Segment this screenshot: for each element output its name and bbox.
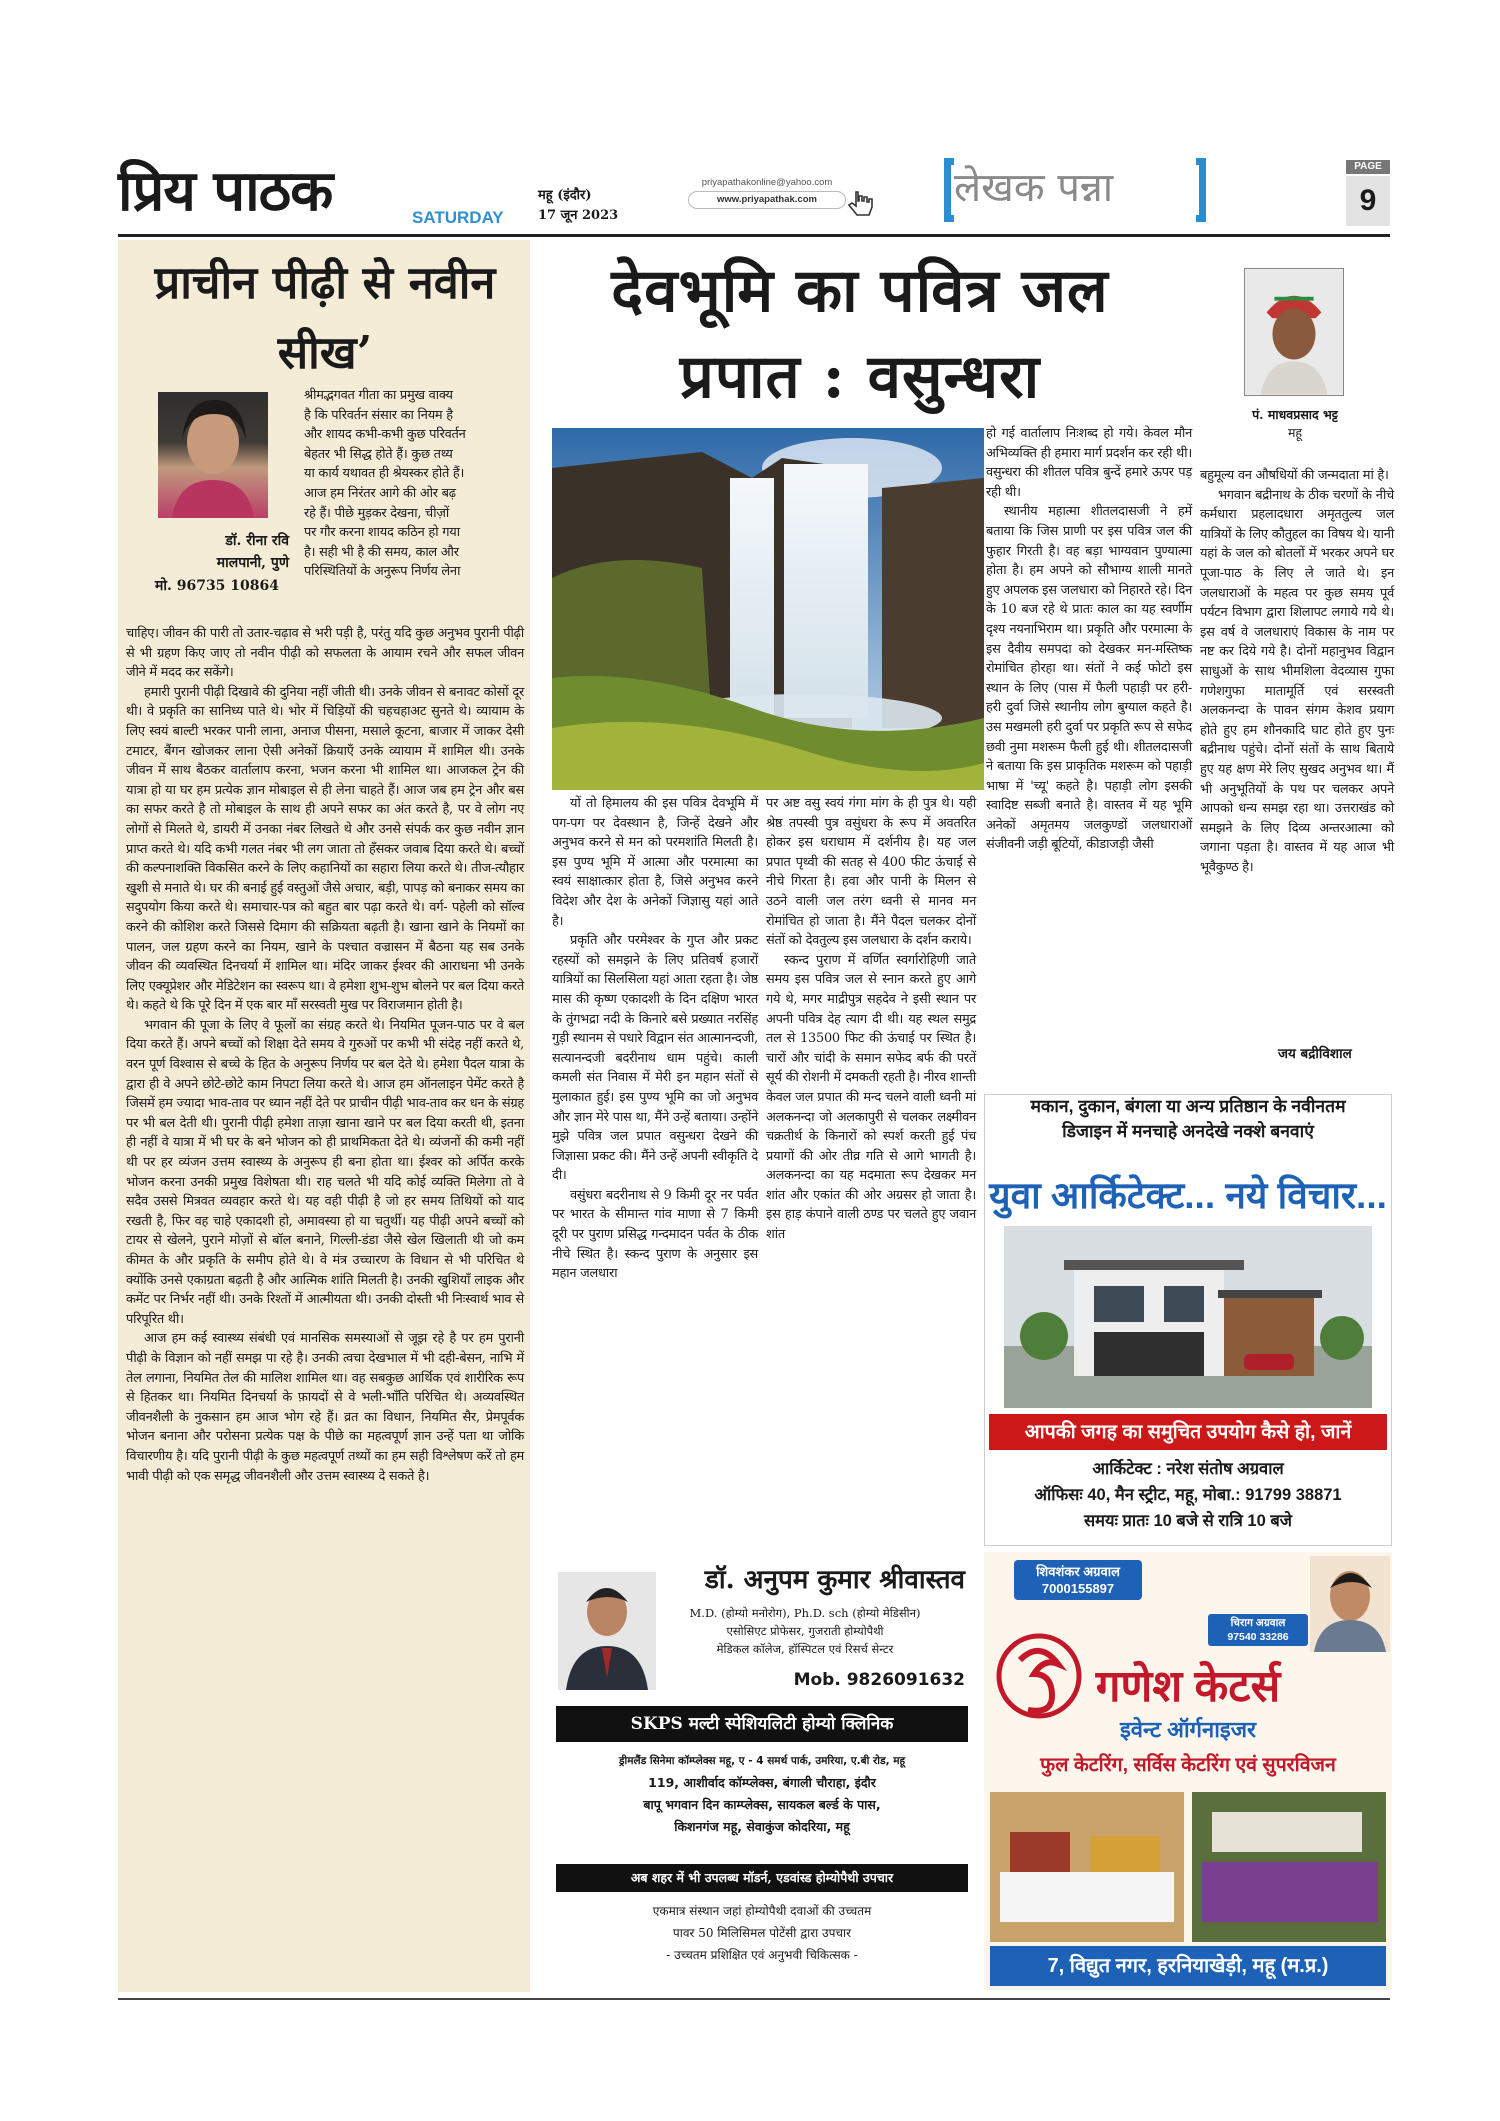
main-article-col-3 <box>986 424 1192 855</box>
intro-line: आज हम निरंतर आगे की ओर बढ़ <box>304 485 456 501</box>
masthead-divider <box>118 234 1390 237</box>
article-paragraph: पर अष्ट वसु स्वयं गंगा मांग के ही पुत्र थे। यही श्रेष्ठ तपस्वी पुत्र वसुंधरा के रूप में अवतरित होकर इस धराधाम में दर्शनीय है। यह जल प्रपात पृथ्वी की सतह से 400 फीट ऊंचाई से नीचे गिरता है। हवा और पानी के मिलन से उठने वाली जल तरंग ध्वनी से मानव मन रोमांचित हो जाता है। मैंने पैदल चलकर दोनों संतों को देवतुल्य इस जलधारा के दर्शन कराये। <box>766 796 976 949</box>
page-number: 9 <box>1346 176 1390 226</box>
caterer-contact-phone[interactable]: 7000155897 <box>1041 1581 1115 1596</box>
caterer-owner-photo <box>1310 1556 1390 1652</box>
caterer-sub-phone[interactable]: 97540 33286 <box>1227 1631 1289 1643</box>
architect-ad-line2: डिजाइन में मनचाहे अनदेखे नक्शे बनवाएं <box>1062 1121 1314 1141</box>
left-article-intro <box>304 386 524 582</box>
clinic-address: किशनगंज महू, सेवाकुंज कोदरिया, महू <box>674 1819 850 1834</box>
caterer-address: 7, विद्युत नगर, हरनियाखेड़ी, महू (म.प्र.) <box>990 1946 1386 1986</box>
pointer-hand-icon <box>846 190 876 222</box>
author-byline-bhatt <box>1200 406 1390 442</box>
clinic-addresses <box>556 1750 968 1838</box>
doctor-post: एसोसिएट प्रोफेसर, गुजराती होम्योपैथी <box>726 1624 884 1638</box>
architect-timing: समयः प्रातः 10 बजे से रात्रि 10 बजे <box>1083 1512 1292 1530</box>
masthead-website[interactable]: www.priyapathak.com <box>688 191 846 209</box>
author-phone-rena: मो. 96735 10864 <box>154 578 280 594</box>
masthead-location: महू (इंदौर) <box>538 188 592 203</box>
intro-line: या कार्य यथावत ही श्रेयस्कर होते हैं। <box>304 466 465 482</box>
main-article-col-2 <box>766 794 976 1245</box>
catering-photos <box>990 1792 1386 1942</box>
clinic-footer-line: पावर 50 मिलिसिमल पोटेंसी द्वारा उपचार <box>672 1926 852 1940</box>
caterer-contact <box>1014 1560 1142 1600</box>
author-name-bhatt: पं. माधवप्रसाद भट्ट <box>1252 407 1338 422</box>
author-place-bhatt: महू <box>1287 425 1303 440</box>
clinic-footer-line: - उच्चतम प्रशिक्षित एवं अनुभवी चिकित्सक - <box>666 1948 858 1962</box>
architect-ad-banner: आपकी जगह का समुचित उपयोग कैसे हो, जानें <box>989 1414 1387 1450</box>
doctor-mobile[interactable]: Mob. 9826091632 <box>793 1670 965 1690</box>
article-paragraph: प्रकृति और परमेश्वर के गुप्त और प्रकट रहस्यों को समझने के लिए प्रतिवर्ष हजारों यात्रियों का सिलसिला यहां आता रहता है। जेष्ठ मास की कृष्ण एकादशी के दिन दक्षिण भारत के तुंगभद्रा नदी के किनारे बसे प्रख्यात नरसिंह गुड़ी स्थानम से पधारे विद्वान संत आत्मानन्दजी, सत्यानन्दजी बदरीनाथ धाम पहुंचे। काली कमली संत निवास में मेरी इन महान संतों से मुलाकात हुई। इस पुण्य भूमि का जो अनुभव और ज्ञान मेरे पास था, मैंने उन्हें बताया। उन्होंने मुझे पवित्र जल प्रपात वसुन्धरा देखने की जिज्ञासा प्रकट की। मैंने उन्हें अपनी स्वीकृति दे दी। <box>552 933 758 1184</box>
intro-line: बेहतर भी सिद्ध होते हैं। कुछ तथ्य <box>304 446 453 462</box>
article-paragraph: वसुंधरा बदरीनाथ से 9 किमी दूर नर पर्वत पर भारत के सीमान्त गांव माणा से 7 किमी दूरी पर पुराण प्रसिद्ध गन्दमादन पर्वत के ठीक नीचे स्थित है। स्कन्द पुराण के अनुसार इस महान जलधारा <box>552 1187 758 1282</box>
article-paragraph: हमारी पुरानी पीढ़ी दिखावे की दुनिया नहीं जीती थी। उनके जीवन से बनावट कोसों दूर थी। वे प्रकृति का सानिध्य पाते थे। भोर में चिड़ियों की चहचहाअट सुनते थे। व्यायाम के लिए स्वयं बाल्टी भरकर पानी लाना, अनाज पीसना, मसाले कूटना, बाजार में जाकर देसी टमाटर, बैंगन खोजकर लाना ऐसी अनेकों क्रियाएँ उनके व्यायाम में शामिल थी। उनके जीवन में साथ बैठकर वार्तालाप करना, भजन करना भी शामिल था। आजकल ट्रेन की यात्रा हो या घर हम प्रत्येक ज्ञान मोबाइल से ही लेना चाहते हैं। आज जब हम ट्रेन और बस का सफर करते है तो मोबाइल के साथ ही अपने सफर का अंत करते है, पर वे लोग नए लोगों से मिलते थे, डायरी में उनका नंबर लिखते थे और उनसे संपर्क कर कुछ नवीन ज्ञान प्राप्त करते थे। यदि कभी गलत नंबर भी लग जाता तो हँसकर जवाब दिया करते थे। बच्चों की कल्पनाशक्ति विकसित करने के लिए कहानियों का सहारा लिया करते थे। तीज-त्यौहार खुशी से मनाते थे। घर की बनाई हुई वस्तुओं जैसे अचार, बड़ी, पापड़ को बनाकर समय का सदुपयोग किया करते थे। समाचार-पत्र को बहुत बार पढ़ा करते थे। वर्ग- पहेली को सॉल्व करने की कोशिश करते जिससे दिमाग की सक्रियता बढ़ती है। खाना खाने के नियमों का पालन, जल ग्रहण करने का नियम, खाने के पश्चात वज्रासन में बैठना यह सब उनके जीवन की व्यवस्थित दिनचर्या में शामिल था। मंदिर जाकर ईश्वर की आराधना भी उनके लिए एक्यूप्रेशर और मेडिटेशन का स्वरूप था। वे हमेशा शुभ-शुभ बोलने पर बल दिया करते थे। कहते थे कि पूरे दिन में एक बार माँ सरस्वती मुख पर विराजमान होती है। <box>126 684 524 1014</box>
left-article-body <box>126 624 524 1486</box>
section-bracket-left <box>944 158 954 222</box>
waterfall-photo <box>552 428 984 790</box>
caterer-sub-contact <box>1208 1614 1308 1646</box>
article-paragraph: आज हम कई स्वास्थ्य संबंधी एवं मानसिक समस्याओं से जूझ रहे है पर हम पुरानी पीढ़ी के विज्ञान को नहीं समझ पा रहे है। उनकी त्वचा देखभाल में भी दही-बेसन, नाभि में तेल लगाना, नियमित तेल की मालिश शामिल था। वह सबकुछ आर्थिक एवं शारीरिक रूप से हितकर था। नियमित दिनचर्या के फ़ायदों से वे भली-भाँति परिचित थे। अव्यवस्थित जीवनशैली के नुकसान हम आज भोग रहे हैं। व्रत का विधान, नियमित सैर, प्रेमपूर्वक भोजन बनाना और परोसना प्रत्येक पक्ष के पीछे का महत्वपूर्ण ज्ञान उन्हें पता था जोकि विचारणीय है। यदि पुरानी पीढ़ी के कुछ महत्वपूर्ण तथ्यों का हम सही विश्लेषण करें तो हम भावी पीढ़ी को एक समृद्ध जीवनशैली और उत्तम स्वास्थ्य दे सकते है। <box>126 1331 524 1484</box>
main-headline-line1: देवभूमि का पवित्र जल <box>611 256 1109 326</box>
clinic-address: बापू भगवान दिन काम्प्लेक्स, सायकल बर्ल्ड के पास, <box>643 1797 881 1812</box>
article-signoff: जय बद्रीविशाल <box>1278 1046 1352 1062</box>
article-paragraph: बहुमूल्य वन औषधियों की जन्मदाता मां है। <box>1200 468 1389 483</box>
author-photo-rena <box>158 392 268 518</box>
intro-line: रहे हैं। पीछे मुड़कर देखना, चीज़ों <box>304 505 449 521</box>
article-paragraph: हो गई वार्तालाप निःशब्द हो गये। केवल मौन अभिव्यक्ति ही हमारा मार्ग प्रदर्शन कर रही थी। वसुन्धरा की शीतल पवित्र बुन्दें हमारे ऊपर पड़ रही थी। <box>986 426 1192 500</box>
author-portrait-icon <box>158 392 268 518</box>
clinic-tagline-bar: अब शहर में भी उपलब्ध मॉडर्न, एडवांस्ड होम्योपैथी उपचार <box>556 1864 968 1892</box>
article-paragraph: यों तो हिमालय की इस पवित्र देवभूमि में पग-पग पर देवस्थान है, जिन्हें देखने और अनुभव करने से मन को परमशांति मिलती है। इस पुण्य भूमि में आत्मा और परमात्मा का स्वयं साक्षात्कार होता है, जिसे अनुभव करने विदेश और देश के अनेकों जिज्ञासु यहां आते है। <box>552 796 758 929</box>
article-paragraph: भगवान की पूजा के लिए वे फूलों का संग्रह करते थे। नियमित पूजन-पाठ पर वे बल दिया करते हैं। अपने बच्चों को शिक्षा देते समय वे गुरुओं पर कभी भी संदेह नहीं करते थे, वरन पूर्ण विश्वास से बच्चे के हित के अनुरूप निर्णय पर बल देते थे। हमेशा पैदल यात्रा के द्वारा ही वे अपने छोटे-छोटे काम निपटा लिया करते थे। आज हम ऑनलाइन पेमेंट करते है जिसमें हम ज्यादा भाव-ताव पर ध्यान नहीं देते पर प्राचीन पीढ़ी भाव-ताव कर धन के संग्रह पर भी बल देती थी। पुरानी पीढ़ी हमेशा ताज़ा खाना खाने पर बल दिया करती थी, इतना ही नहीं वे यात्रा में भी घर के बने भोजन को ही प्राथमिकता देते थे। व्यंजनों की कमी नहीं थी पर हर व्यंजन उत्तम स्वास्थ्य के अनुरूप ही बना होता था। ईश्वर को अर्पित करके भोजन करना उनकी प्रमुख विशेषता थी। राह चलते भी यदि कोई व्यक्ति मिलेगा तो वे सदैव उससे मित्रवत व्यवहार करते थे। यह वही पीढ़ी है जो हर समय तिथियों को याद रखती है, फिर वह चाहे एकादशी हो, अमावस्या हो या चतुर्थी। यह पीढ़ी अपने बच्चों को टायर से खेलने, पुराने मोज़ों से बॉल बनाने, गिल्ली-डंडा जैसे खेल खिलाती थी जो कम कीमत के और प्रकृति के समीप होते थे। वे मंत्र उच्चारण के विधान से भी परिचित थे क्योंकि उनसे एकाग्रता बढ़ती है और आत्मिक शांति मिलती है। उनकी खुशियाँ लाइक और कमेंट पर निर्भर नहीं थी। उनके रिश्तों में आत्मीयता थी। उनकी दोस्ती भी निःस्वार्थ भाव से परिपूरित थी। <box>126 1017 524 1327</box>
author-photo-bhatt <box>1244 268 1344 396</box>
doctor-credentials <box>640 1604 970 1658</box>
section-bracket-right <box>1196 158 1206 222</box>
architect-office: ऑफिसः 40, मैन स्ट्रीट, महू, मोबा.: 91799 38871 <box>1034 1486 1342 1504</box>
page-label: PAGE <box>1346 160 1390 174</box>
architect-ad-line1: मकान, दुकान, बंगला या अन्य प्रतिष्ठान के नवीनतम <box>1030 1096 1346 1116</box>
doctor-degree: M.D. (होम्यो मनोरोग), Ph.D. sch (होम्यो मेडिसीन) <box>689 1606 921 1620</box>
clinic-footer-line: एकमात्र संस्थान जहां होम्योपैथी दवाओं की उच्चतम <box>652 1904 872 1918</box>
article-paragraph: स्थानीय महात्मा शीतलदासजी ने हमें बताया कि जिस प्राणी पर इस पवित्र जल की फुहार गिरती है। वह बड़ा भाग्यवान पुण्यात्मा होता है। हम अपने को सौभाग्य शाली मानते हुए अपलक इस जलधारा को निहारते रहे। दिन के 10 बज रहे थे प्रातः काल का यह स्वर्णीम दृश्य नयनाभिराम था। प्रकृति और परमात्मा के इस दैवीय समपदा को देखकर मन-मस्तिष्क रोमांचित होरहा था। संतों ने कई फोटो इस स्थान के लिए (पास में फैली पहाड़ी पर हरी-हरी दुर्वा जिसे स्थानीय लोग बुग्याल कहते है। उस मखमली हरी दुर्वा पर प्रकृति रूप से सफेद छवी नुमा मशरूम फैली हुई थी। शीतलदासजी ने बताया कि इस प्राकृतिक मशरूम को पहाड़ी भाषा में 'च्यू' कहते है। पहाड़ी लोग इसकी स्वादिष्ट सब्जी बनाते है। वास्तव में यह भूमि अनेकों अमृतमय जलकुण्डों जलधाराओं संजीवनी जड़ी बूटियों, कीडाजड़ी जैसी <box>986 504 1192 853</box>
masthead-location-date <box>538 186 618 226</box>
masthead-logo: प्रिय पाठक <box>118 158 333 224</box>
clinic-footer <box>556 1900 968 1966</box>
doctor-name: डॉ. अनुपम कुमार श्रीवास्तव <box>704 1565 965 1595</box>
doctor-college: मेडिकल कॉलेज, हॉस्पिटल एवं रिसर्च सेन्टर <box>716 1642 894 1656</box>
intro-line: श्रीमद्भगवत गीता का प्रमुख वाक्य <box>304 388 453 403</box>
clinic-address: 119, आशीर्वाद कॉम्प्लेक्स, बंगाली चौराहा, इंदौर <box>648 1775 876 1790</box>
architect-name: आर्किटेक्ट : नरेश संतोष अग्रवाल <box>1092 1460 1284 1478</box>
intro-line: है। सही भी है की समय, काल और <box>304 544 459 560</box>
author-surname-rena: मालपानी, पुणे <box>216 555 289 571</box>
masthead-email[interactable]: priyapathakonline@yahoo.com <box>701 177 833 188</box>
intro-line: परिस्थितियों के अनुरूप निर्णय लेना <box>304 564 461 580</box>
caterer-services: फुल केटरिंग, सर्विस केटरिंग एवं सुपरविजन <box>1040 1754 1336 1776</box>
intro-line: और शायद कभी-कभी कुछ परिवर्तन <box>304 427 466 443</box>
intro-line: है कि परिवर्तन संसार का नियम है <box>304 407 453 423</box>
clinic-name-bar: SKPS मल्टी स्पेशियलिटी होम्यो क्लिनिक <box>556 1706 968 1742</box>
architect-ad-title: युवा आर्किटेक्ट... नये विचार... <box>989 1175 1387 1216</box>
architect-ad-intro <box>984 1094 1392 1144</box>
main-headline-line2: प्रपात : वसुन्धरा <box>679 342 1041 412</box>
caterer-event: इवेन्ट ऑर्गनाइजर <box>1119 1717 1257 1742</box>
caterer-sub-name: चिराग अग्रवाल <box>1230 1617 1286 1629</box>
masthead-date: 17 जून 2023 <box>538 208 619 223</box>
masthead-contact <box>688 175 846 209</box>
caterer-contact-name: शिवशंकर अग्रवाल <box>1036 1564 1120 1579</box>
article-paragraph: स्कन्द पुराण में वर्णित स्वर्गारोहिणी जाते समय इस पवित्र जल से स्नान करते हुए आगे गये थे, मगर माद्रीपुत्र सहदेव ने इसी स्थान पर अपनी पवित्र देह त्याग दी थी। यह स्थल समुद्र तल से 13500 फिट की ऊंचाई पर स्थित है। चारों और चांदी के समान सफेद बर्फ की परतें सूर्य की रोशनी में दमकती रहती है। नीरव शान्ती केवल जल प्रपात की मन्द चलने वाली ध्वनी मां अलकनन्दा जो अलकापुरी से चलकर लक्ष्मीवन चक्रतीर्थ के किनारों को स्पर्श करती हुई पंच प्रयागों की ओर तीव्र गति से आगे भागती है। अलकनन्दा का यह मदमाता रूप देखकर मन शांत और एकांत की ओर अग्रसर हो जाता है। इस हाड़ कंपाने वाली ठण्ड पर चलते हुए जवान शांत <box>766 952 976 1243</box>
page-footer-divider <box>118 1998 1390 2000</box>
section-title: लेखक पन्ना <box>954 165 1114 211</box>
intro-line: पर गौर करना शायद कठिन हो गया <box>304 525 460 541</box>
clinic-address: ड्रीमलैंड सिनेमा कॉम्प्लेक्स महू, ए - 4 समर्थ पार्क, उमरिया, ए.बी रोड, महू <box>618 1755 906 1767</box>
main-article-headline <box>540 248 1180 420</box>
masthead-day: SATURDAY <box>412 208 504 227</box>
main-article-col-4 <box>1200 466 1394 877</box>
architect-ad-info <box>984 1456 1392 1534</box>
house-render-image <box>1004 1226 1372 1408</box>
article-paragraph: भगवान बद्रीनाथ के ठीक चरणों के नीचे कर्मधारा प्रहलादधारा अमृततुल्य जल यात्रियों के लिए कौतुहल का विषय थे। यानी यहां के जल को बोतलों में भरकर अपने घर पूजा-पाठ के लिए ले जाते थे। इन जलधाराओं के महत्व पर कुछ समय पूर्व पर्यटन विभाग द्वारा शिलापट लगाये गये थे। इस वर्ष वे जलधाराएं विकास के नाम पर नष्ट कर दिये गये है। दोनों महानुभव विद्वान साधुओं के साथ भीमशिला वेदव्यास गुफा गणेशगुफा मातामूर्ति एवं सरस्वती अलकनन्दा के पावन संगम केशव प्रयाग होते हुए हम शौनकादि घाट होते हुए पुनः बद्रीनाथ पहुंचे। दोनों संतों के साथ बिताये हुए यह क्षण मेरे लिए सुखद अनुभव था। मैं भी अनुभूतियों के पथ पर चलकर अपने आपको धन्य समझ रहा था। उत्तराखंड को समझने के लिए दिव्य अन्तरआत्मा को जगाना पड़ता है। वास्तव में यह आज भी भूवैकुण्ठ है। <box>1200 487 1394 875</box>
caterer-title: गणेश केटर्स <box>1095 1662 1281 1711</box>
article-paragraph: चाहिए। जीवन की पारी तो उतार-चढ़ाव से भरी पड़ी है, परंतु यदि कुछ अनुभव पुरानी पीढ़ी से भी ग्रहण किए जाए तो नवीन पीढ़ी को सफलता के आयाम रचने और सफल जीवन जीने में मदद कर सकेंगे। <box>126 626 524 681</box>
author-byline-rena <box>154 530 289 574</box>
author-name-rena: डॉ. रीना रवि <box>225 533 289 549</box>
main-article-col-1 <box>552 794 758 1284</box>
left-article-headline: प्राचीन पीढ़ी से नवीन सीख’ <box>154 256 496 379</box>
